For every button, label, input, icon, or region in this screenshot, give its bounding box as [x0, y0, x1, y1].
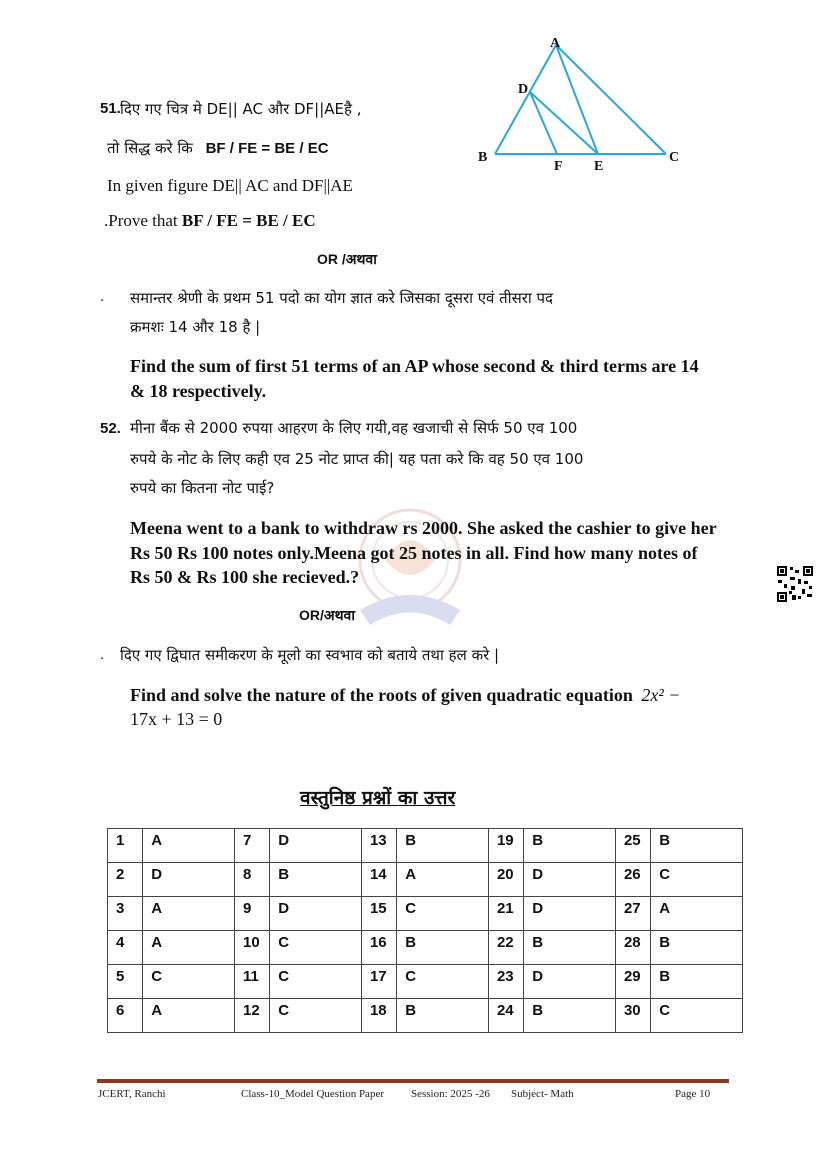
question-52-english-line3: Rs 50 & Rs 100 she recieved.?: [130, 567, 360, 587]
footer-institution: JCERT, Ranchi: [98, 1088, 166, 1100]
answer-cell: C: [397, 965, 489, 999]
question-51-hindi-ratio: BF / FE = BE / EC: [205, 140, 329, 157]
question-number-cell: 8: [234, 863, 269, 897]
answer-cell: A: [143, 931, 235, 965]
question-number-cell: 12: [234, 999, 269, 1033]
quadratic-question-english-line1: [130, 685, 680, 706]
answer-cell: C: [270, 931, 362, 965]
question-number-cell: 17: [361, 965, 396, 999]
or-divider-1: OR /अथवा: [317, 251, 377, 267]
answer-cell: B: [524, 999, 616, 1033]
line-BA: [495, 45, 556, 154]
footer-paper: Class-10_Model Question Paper: [241, 1088, 384, 1100]
question-number-cell: 4: [108, 931, 143, 965]
question-number-cell: 23: [488, 965, 523, 999]
label-B: B: [478, 150, 488, 165]
question-51-english-line1: In given figure DE|| AC and DF||AE: [107, 176, 353, 195]
bullet-2: .: [100, 646, 105, 663]
question-52-english-line2: Rs 50 Rs 100 notes only.Meena got 25 notes in all. Find how many notes of: [130, 543, 698, 563]
question-number-cell: 6: [108, 999, 143, 1033]
question-number-cell: 14: [361, 863, 396, 897]
footer-page-number: Page 10: [675, 1088, 711, 1100]
question-number-cell: 21: [488, 897, 523, 931]
table-row: [108, 897, 743, 931]
ap-question-english-line2: & 18 respectively.: [130, 381, 267, 401]
answers-heading: वस्तुनिष्ठ प्रश्नों का उत्तर: [300, 787, 456, 809]
qr-code: [776, 565, 814, 603]
line-AC: [556, 45, 666, 154]
answer-cell: D: [270, 829, 362, 863]
answer-cell: B: [651, 965, 743, 999]
table-row: [108, 999, 743, 1033]
footer-session: Session: 2025 -26: [411, 1088, 490, 1100]
answer-cell: C: [397, 897, 489, 931]
ap-question-hindi-line1: समान्तर श्रेणी के प्रथम 51 पदो का योग ज्ञात करे जिसका दूसरा एवं तीसरा पद: [130, 289, 554, 307]
question-number-cell: 25: [615, 829, 650, 863]
table-row: [108, 829, 743, 863]
label-D: D: [518, 82, 529, 97]
question-number-cell: 18: [361, 999, 396, 1033]
question-52-number: 52.: [100, 420, 121, 437]
answer-cell: D: [524, 897, 616, 931]
question-52-hindi-line1: मीना बैंक से 2000 रुपया आहरण के लिए गयी,वह खजाची से सिर्फ 50 एव 100: [130, 419, 578, 437]
bullet-1: .: [100, 288, 105, 305]
line-AE: [556, 45, 598, 154]
question-52-hindi-line2: रुपये के नोट के लिए कही एव 25 नोट प्राप्त की| यह पता करे कि वह 50 एव 100: [130, 450, 584, 468]
answer-cell: C: [143, 965, 235, 999]
question-number-cell: 1: [108, 829, 143, 863]
question-number-cell: 3: [108, 897, 143, 931]
question-52-hindi-line3: रुपये का कितना नोट पाई?: [130, 479, 275, 497]
label-F: F: [554, 159, 563, 174]
answer-cell: C: [270, 999, 362, 1033]
question-number-cell: 15: [361, 897, 396, 931]
answer-cell: D: [270, 897, 362, 931]
line-DF: [530, 92, 557, 154]
question-number-cell: 19: [488, 829, 523, 863]
answer-cell: B: [524, 931, 616, 965]
line-DE: [530, 92, 598, 154]
question-51-hindi-line1: दिए गए चित्र मे DE|| AC और DF||AEहै ,: [120, 100, 362, 118]
question-number-cell: 30: [615, 999, 650, 1033]
answer-cell: D: [143, 863, 235, 897]
question-number-cell: 7: [234, 829, 269, 863]
question-51-english-line2: [104, 211, 316, 231]
question-number-cell: 28: [615, 931, 650, 965]
question-52-english-line1: Meena went to a bank to withdraw rs 2000. She asked the cashier to give her: [130, 518, 717, 538]
question-51-number: 51.: [100, 100, 121, 117]
quadratic-equation-part1: 2x² −: [641, 685, 681, 705]
question-number-cell: 10: [234, 931, 269, 965]
answer-cell: D: [524, 965, 616, 999]
question-number-cell: 9: [234, 897, 269, 931]
question-51-hindi-prove: तो सिद्ध करे कि: [107, 139, 193, 157]
question-number-cell: 22: [488, 931, 523, 965]
ap-question-hindi-line2: क्रमशः 14 और 18 है |: [130, 318, 261, 336]
question-number-cell: 11: [234, 965, 269, 999]
question-number-cell: 13: [361, 829, 396, 863]
table-row: [108, 863, 743, 897]
answer-cell: B: [651, 829, 743, 863]
question-number-cell: 2: [108, 863, 143, 897]
answer-cell: A: [397, 863, 489, 897]
question-number-cell: 29: [615, 965, 650, 999]
or-divider-2: OR/अथवा: [299, 607, 355, 623]
question-number-cell: 16: [361, 931, 396, 965]
quadratic-question-english-text: Find and solve the nature of the roots of given quadratic equation: [130, 685, 633, 705]
answer-cell: A: [143, 999, 235, 1033]
footer-subject: Subject- Math: [511, 1088, 574, 1100]
question-number-cell: 5: [108, 965, 143, 999]
table-row: [108, 931, 743, 965]
answer-cell: B: [651, 931, 743, 965]
table-row: [108, 965, 743, 999]
answer-cell: D: [524, 863, 616, 897]
question-51-english-ratio: BF / FE = BE / EC: [181, 211, 316, 230]
question-51-english-prove: .Prove that: [104, 211, 178, 230]
answer-cell: B: [524, 829, 616, 863]
question-number-cell: 24: [488, 999, 523, 1033]
answer-cell: A: [143, 897, 235, 931]
question-51-hindi-line2: [107, 138, 329, 158]
answer-cell: B: [397, 829, 489, 863]
answer-cell: C: [651, 999, 743, 1033]
question-number-cell: 20: [488, 863, 523, 897]
quadratic-equation-part2: 17x + 13 = 0: [130, 709, 223, 729]
answer-key-table: [107, 828, 743, 1033]
label-C: C: [669, 150, 680, 165]
triangle-figure: [470, 30, 690, 180]
answer-cell: A: [143, 829, 235, 863]
answer-cell: B: [270, 863, 362, 897]
question-number-cell: 26: [615, 863, 650, 897]
answer-cell: C: [270, 965, 362, 999]
answer-cell: C: [651, 863, 743, 897]
label-A: A: [550, 36, 561, 51]
answer-cell: B: [397, 999, 489, 1033]
quadratic-question-hindi: दिए गए द्विघात समीकरण के मूलो का स्वभाव को बताये तथा हल करे |: [120, 646, 500, 664]
ap-question-english-line1: Find the sum of first 51 terms of an AP whose second & third terms are 14: [130, 356, 699, 376]
label-E: E: [594, 159, 604, 174]
answer-cell: A: [651, 897, 743, 931]
answer-cell: B: [397, 931, 489, 965]
question-number-cell: 27: [615, 897, 650, 931]
footer-rule: [97, 1079, 729, 1083]
